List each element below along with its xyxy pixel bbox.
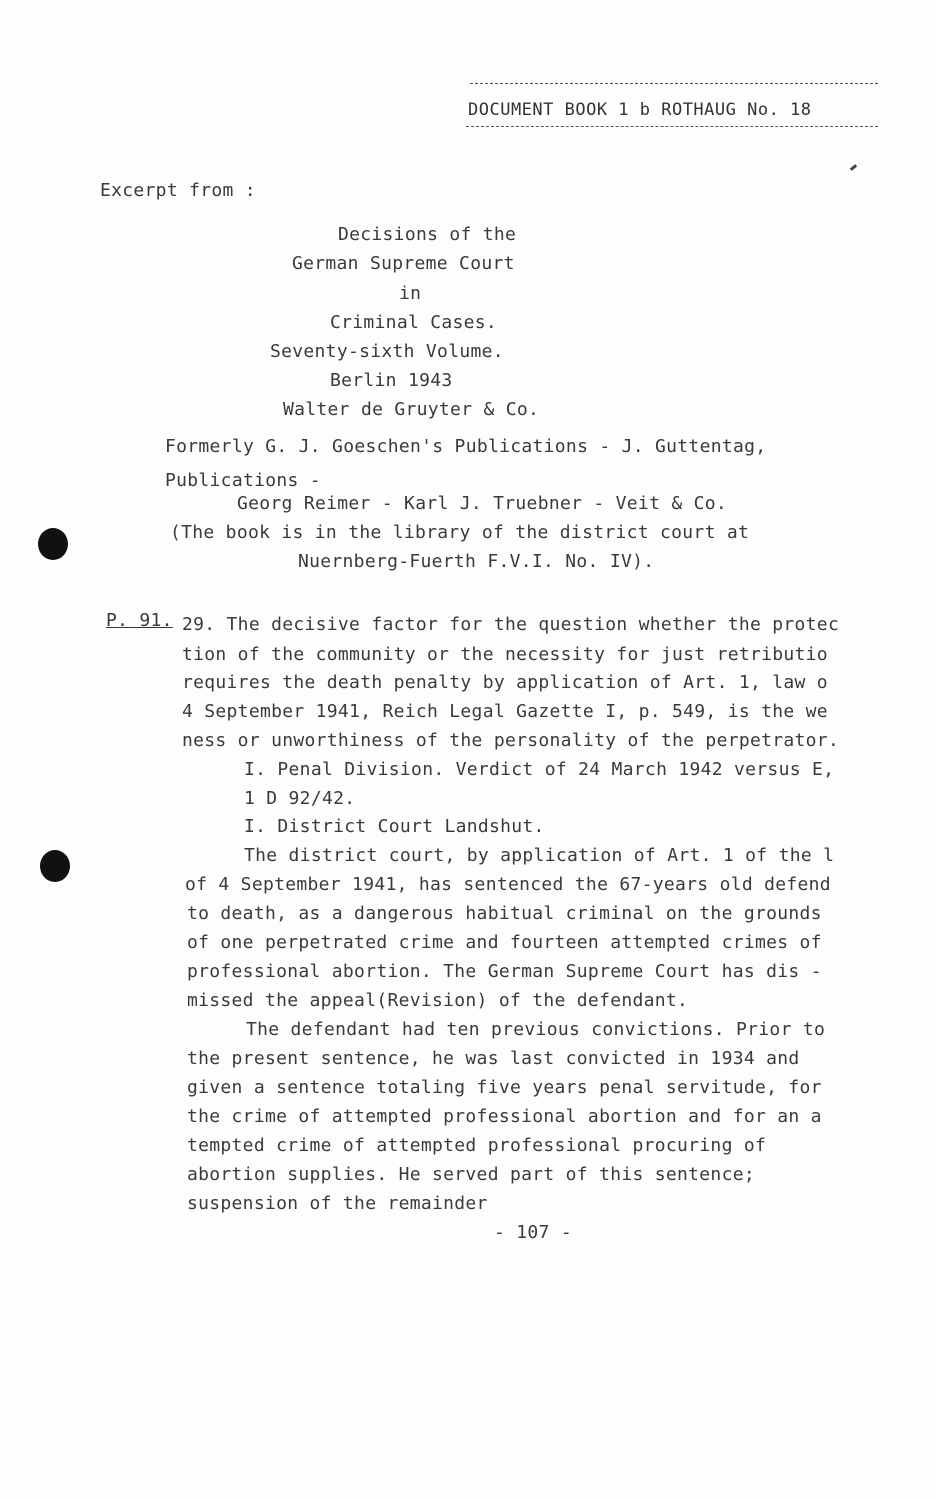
paragraph-line: requires the death penalty by application of Art. 1, law o [182,672,828,693]
header-rule-bottom [466,126,878,127]
publisher-line: Formerly G. J. Goeschen's Publications - J. Guttentag, [165,436,767,457]
paragraph-line: 4 September 1941, Reich Legal Gazette I, p. 549, is the we [182,701,828,722]
division-line: I. District Court Landshut. [244,816,545,837]
title-line: Berlin 1943 [330,370,453,391]
paragraph-line: The defendant had ten previous convictions. Prior to [246,1019,826,1040]
header-title: DOCUMENT BOOK 1 b ROTHAUG No. 18 [468,100,812,120]
punch-hole [38,528,68,560]
division-line: 1 D 92/42. [244,788,356,809]
publisher-line: Georg Reimer - Karl J. Truebner - Veit & Co. [237,493,728,514]
paragraph-line: tion of the community or the necessity for just retributio [182,644,828,665]
paragraph-line: the present sentence, he was last convicted in 1934 and [187,1048,800,1069]
title-line: Seventy-sixth Volume. [270,341,504,362]
page-number: - 107 - [494,1222,572,1243]
page-reference: P. 91. [106,610,173,631]
publisher-line: Nuernberg-Fuerth F.V.I. No. IV). [298,551,655,572]
paragraph-line: given a sentence totaling five years penal servitude, for [187,1077,822,1098]
division-line: I. Penal Division. Verdict of 24 March 1942 versus E, [244,759,835,780]
paragraph-line: suspension of the remainder [187,1193,488,1214]
punch-hole [40,850,70,882]
title-line: German Supreme Court [292,253,515,274]
excerpt-label: Excerpt from : [100,180,256,201]
paragraph-line: abortion supplies. He served part of this sentence; [187,1164,755,1185]
title-line: Walter de Gruyter & Co. [283,399,540,420]
pen-mark [850,164,857,171]
title-line: in [399,283,422,304]
paragraph-line: to death, as a dangerous habitual criminal on the grounds [187,903,822,924]
title-line: Decisions of the [338,224,517,245]
paragraph-line: The district court, by application of Art. 1 of the l [244,845,835,866]
paragraph-line: tempted crime of attempted professional procuring of [187,1135,767,1156]
paragraph-line: professional abortion. The German Supreme Court has dis - [187,961,822,982]
paragraph-line: missed the appeal(Revision) of the defendant. [187,990,689,1011]
document-header [462,83,880,127]
paragraph-line: ness or unworthiness of the personality of the perpetrator. [182,730,840,751]
paragraph-line: 29. The decisive factor for the question whether the protec [182,614,840,635]
paragraph-line: of one perpetrated crime and fourteen attempted crimes of [187,932,822,953]
title-line: Criminal Cases. [330,312,498,333]
publisher-line: Publications - [165,470,321,491]
paragraph-line: the crime of attempted professional abortion and for an a [187,1106,822,1127]
paragraph-line: of 4 September 1941, has sentenced the 67-years old defend [185,874,831,895]
publisher-line: (The book is in the library of the district court at [170,522,750,543]
